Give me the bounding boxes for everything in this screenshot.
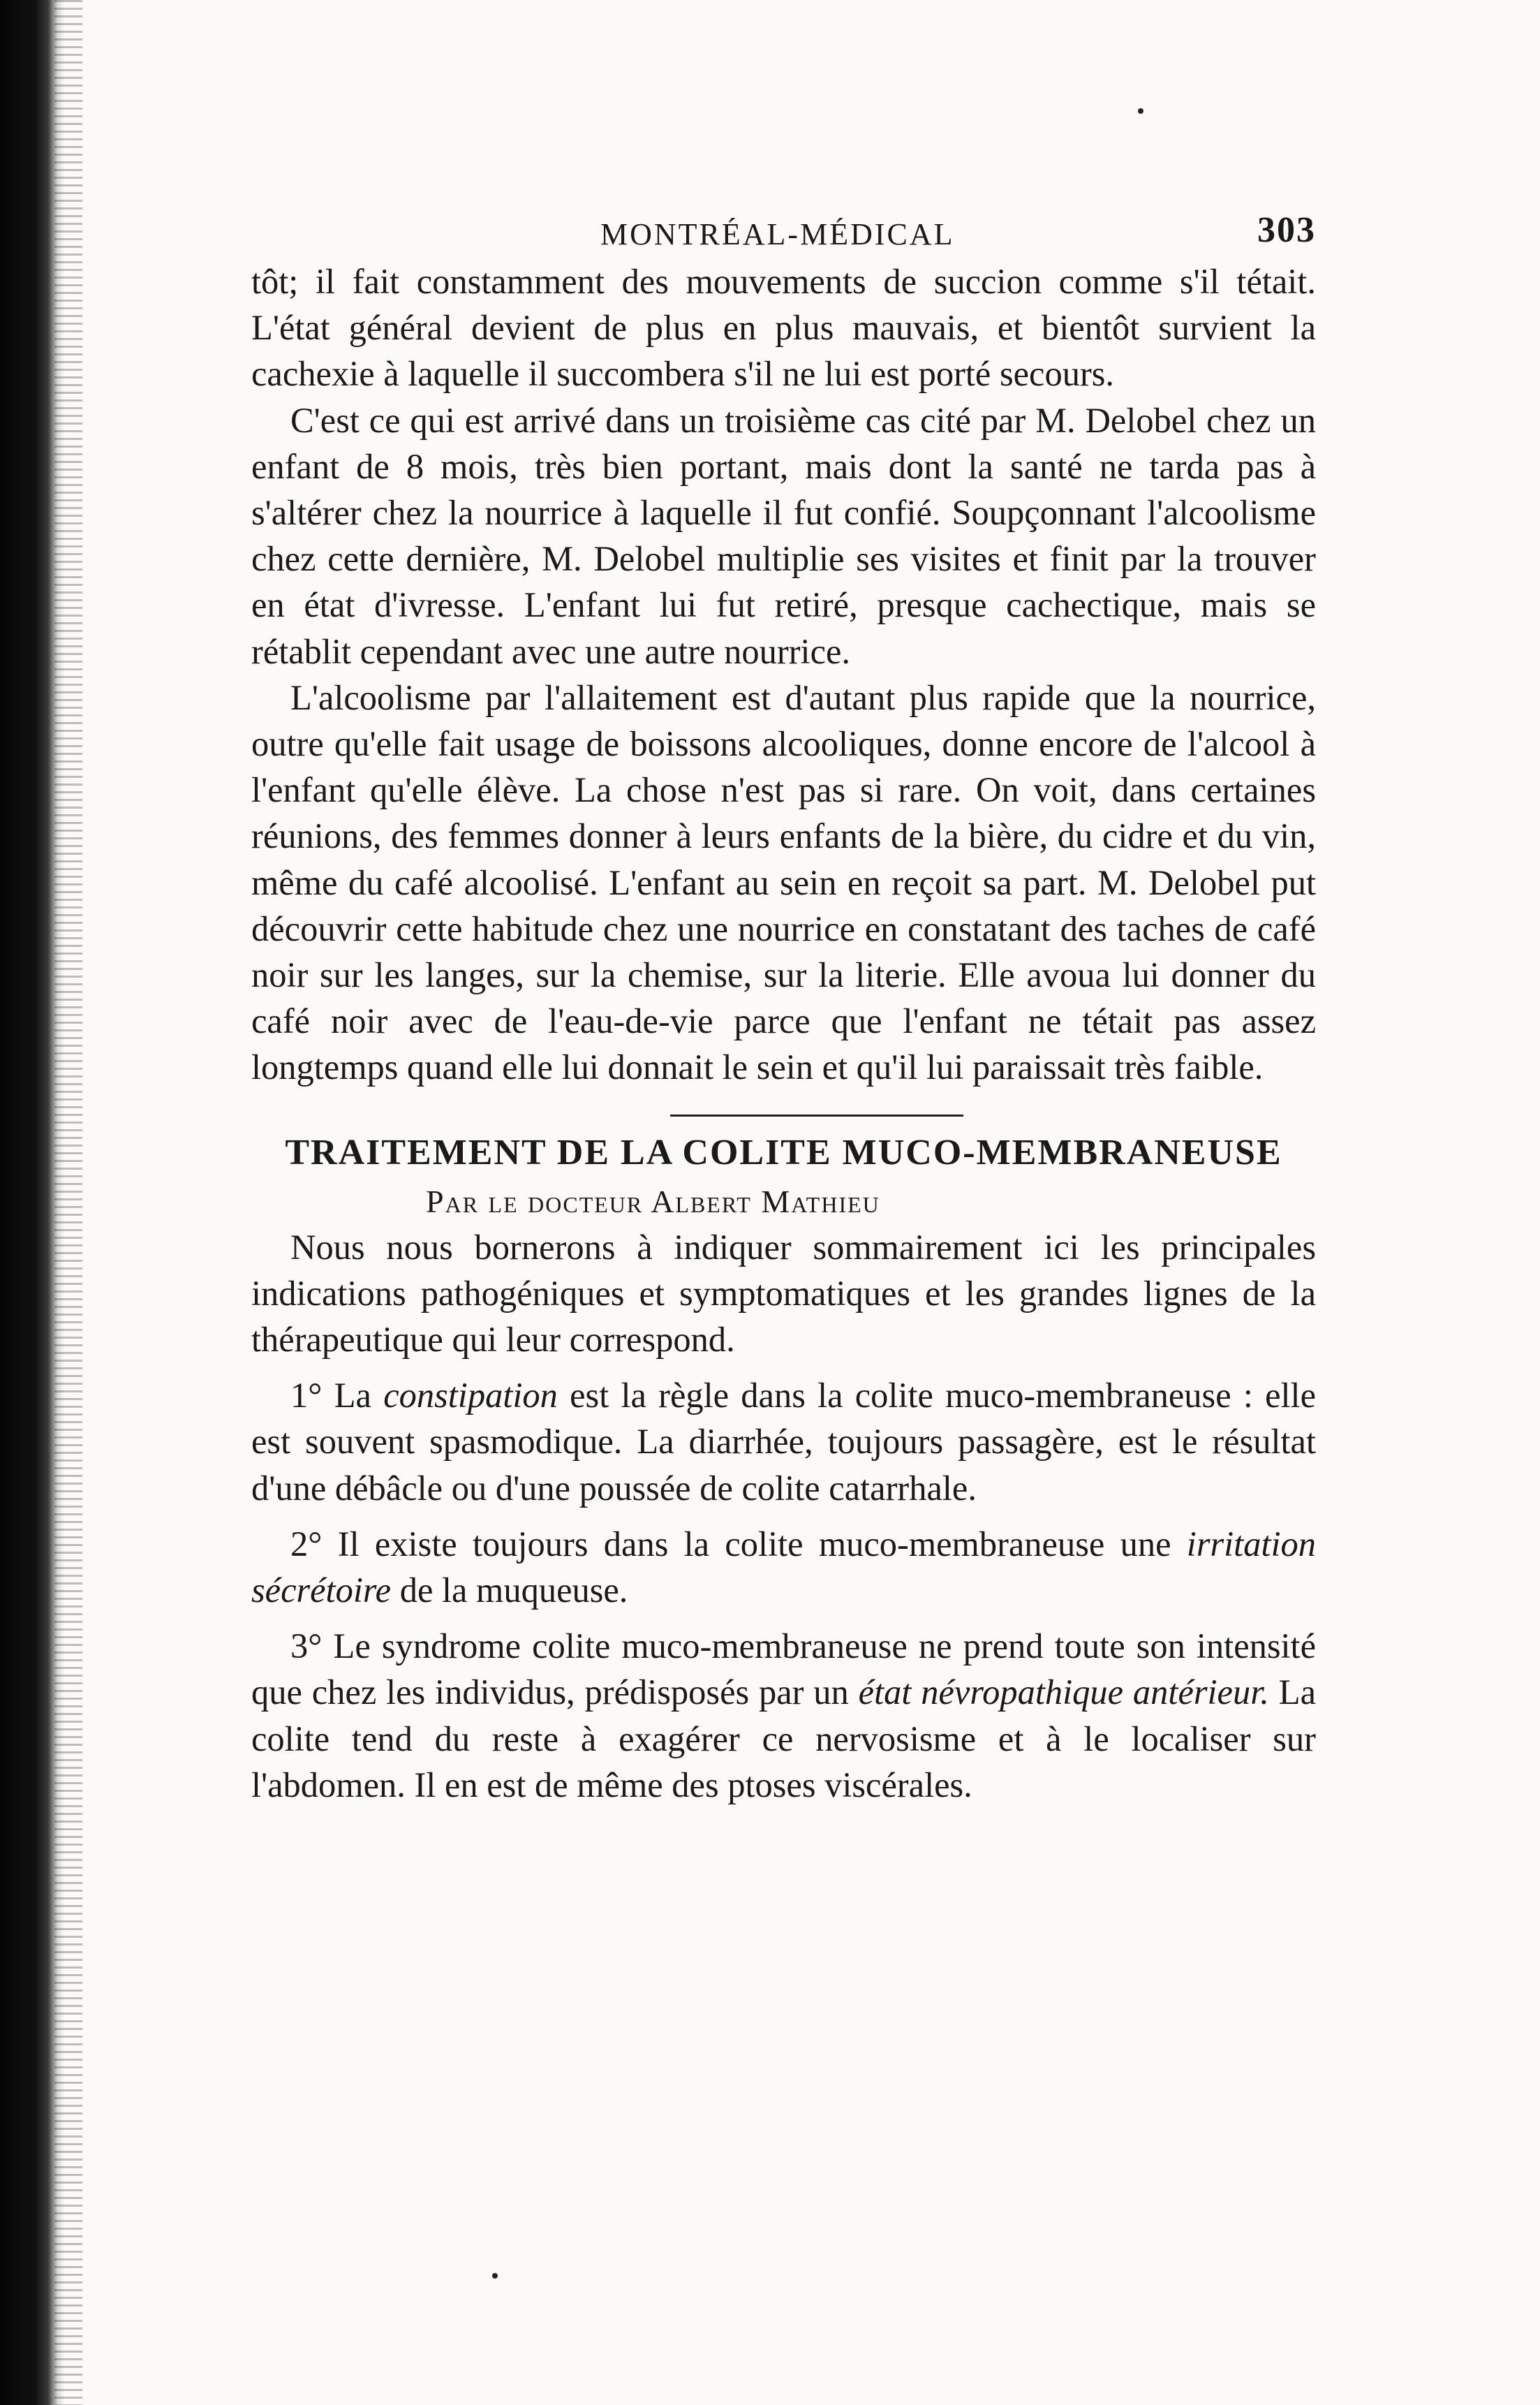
scan-speck bbox=[1138, 108, 1143, 114]
page-header bbox=[251, 209, 1316, 258]
point-1-text: est la règle dans la colite muco-membraneuse : elle est souvent spasmodique. La diarrhée, toujours passagère, est le résultat d'une débâcle ou d'une poussée de colite catarrhale. bbox=[251, 1376, 1316, 1508]
point-2-lead: Il existe toujours dans la colite muco-membraneuse une bbox=[337, 1524, 1171, 1564]
point-3 bbox=[251, 1623, 1316, 1808]
paragraph-continuation: tôt; il fait constamment des mouvements de succion comme s'il tétait. L'état général devient de plus en plus mauvais, et bientôt survient la cachexie à laquelle il succombera s'il ne lui est porté secours. bbox=[251, 262, 1316, 394]
point-3-emphasis: état névropathique antérieur. bbox=[858, 1672, 1269, 1712]
point-3-number: 3° bbox=[290, 1626, 323, 1666]
scan-speck bbox=[492, 2273, 498, 2279]
page-number: 303 bbox=[1257, 210, 1316, 250]
point-1 bbox=[251, 1372, 1316, 1511]
point-1-number: 1° bbox=[290, 1376, 323, 1415]
section-divider bbox=[670, 1115, 963, 1117]
running-title: MONTRÉAL-MÉDICAL bbox=[600, 217, 955, 251]
paragraph-intro: Nous nous bornerons à indiquer sommairement ici les principales indications pathogéniques et symptomatiques et les grandes lignes de la thérapeutique qui leur correspond. bbox=[251, 1227, 1316, 1360]
scan-binding-noise bbox=[54, 0, 82, 2405]
document-page bbox=[251, 209, 1316, 1808]
point-2 bbox=[251, 1521, 1316, 1613]
point-1-lead: La bbox=[334, 1376, 371, 1415]
paragraph-alcoolisme: L'alcoolisme par l'allaitement est d'autant plus rapide que la nourrice, outre qu'elle fait usage de boissons alcooliques, donne encore de l'alcool à l'enfant qu'elle élève. La chose n'est pas si rare. On voit, dans certaines réunions, des femmes donner à leurs enfants de la bière, du cidre et du vin, même du café alcoolisé. L'enfant au sein en reçoit sa part. M. Delobel put découvrir cette habitude chez une nourrice en constatant des taches de café noir sur les langes, sur la chemise, sur la literie. Elle avoua lui donner du café noir avec de l'eau-de-vie parce que l'enfant ne tétait pas assez longtemps quand elle lui donnait le sein et qu'il lui paraissait très faible. bbox=[251, 677, 1316, 1087]
point-2-text: de la muqueuse. bbox=[399, 1571, 628, 1610]
section-title: TRAITEMENT DE LA COLITE MUCO-MEMBRANEUSE bbox=[285, 1132, 1282, 1172]
point-2-emphasis: irritation sécrétoire bbox=[251, 1524, 1317, 1610]
point-1-emphasis: constipation bbox=[383, 1376, 558, 1415]
point-3-lead: Le syndrome colite muco-membraneuse ne prend toute son intensité que chez les individus, prédisposés par un bbox=[251, 1626, 1316, 1712]
author-byline: Par le docteur Albert Mathieu bbox=[426, 1183, 880, 1219]
point-2-number: 2° bbox=[290, 1524, 323, 1564]
point-3-text: La colite tend du reste à exagérer ce nervosisme et à le localiser sur l'abdomen. Il en est de même des ptoses viscérales. bbox=[251, 1672, 1317, 1804]
paragraph-delobel-case: C'est ce qui est arrivé dans un troisième cas cité par M. Delobel chez un enfant de 8 mois, très bien portant, mais dont la santé ne tarda pas à s'altérer chez la nourrice à laquelle il fut confié. Soupçonnant l'alcoolisme chez cette dernière, M. Delobel multiplie ses visites et finit par la trouver en état d'ivresse. L'enfant lui fut retiré, presque cachectique, mais se rétablit cependant avec une autre nourrice. bbox=[251, 400, 1316, 671]
